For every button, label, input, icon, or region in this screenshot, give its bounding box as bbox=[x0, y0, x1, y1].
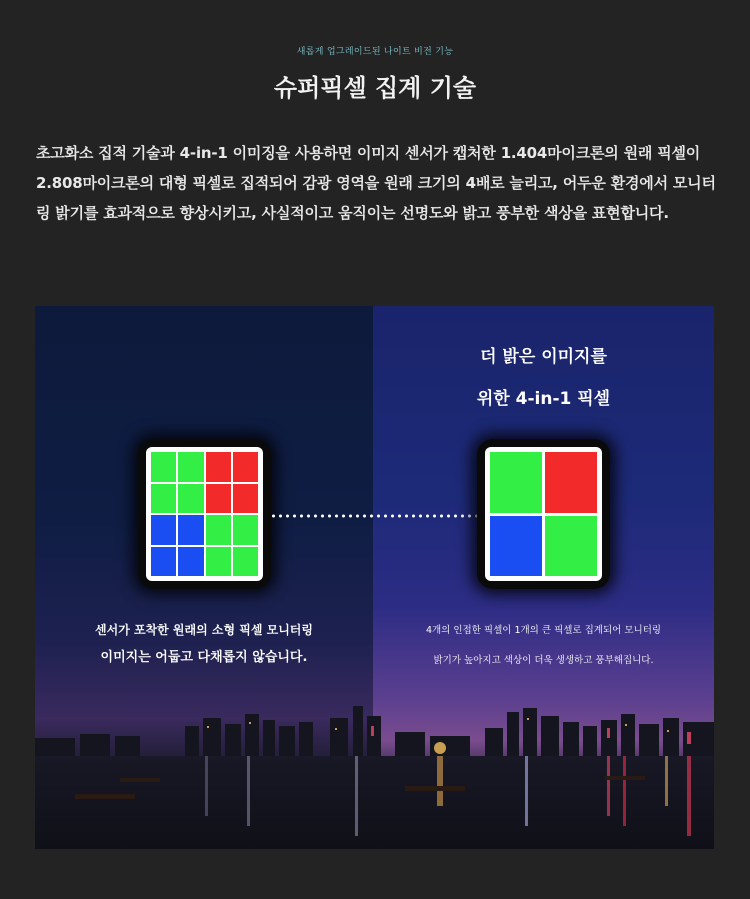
pixel-green bbox=[490, 452, 542, 513]
river-reflection-illustration bbox=[35, 756, 714, 849]
headline-line-2: 위한 4-in-1 픽셀 bbox=[476, 389, 611, 409]
pixel-blue bbox=[178, 547, 203, 577]
page-title: 슈퍼픽셀 집계 기술 bbox=[273, 74, 477, 102]
headline-line-1: 더 밝은 이미지를 bbox=[480, 347, 607, 367]
left-caption-line-2: 이미지는 어둡고 다채롭지 않습니다. bbox=[100, 650, 308, 665]
pixel-red bbox=[206, 484, 231, 514]
right-caption bbox=[373, 616, 714, 676]
pixel-red bbox=[206, 452, 231, 482]
small-pixel-sensor bbox=[146, 447, 263, 581]
comparison-headline bbox=[373, 336, 714, 420]
eyebrow-text: 새롭게 업그레이드된 나이트 비전 기능 bbox=[296, 47, 454, 57]
small-pixel-grid bbox=[151, 452, 258, 576]
left-caption-line-1: 센서가 포착한 원래의 소형 픽셀 모니터링 bbox=[95, 623, 313, 637]
pixel-blue bbox=[490, 516, 542, 577]
pixel-green bbox=[151, 452, 176, 482]
pixel-green bbox=[178, 484, 203, 514]
pixel-green bbox=[206, 515, 231, 545]
left-caption bbox=[35, 616, 373, 672]
night-city-comparison-image bbox=[35, 306, 714, 849]
pixel-blue bbox=[151, 547, 176, 577]
pixel-green bbox=[151, 484, 176, 514]
dotted-connector bbox=[270, 514, 490, 518]
right-caption-line-2: 밝기가 높아지고 색상이 더욱 생생하고 풍부해집니다. bbox=[433, 655, 654, 666]
right-caption-line-1: 4개의 인접한 픽셀이 1개의 큰 픽셀로 집계되어 모니터링 bbox=[425, 625, 662, 636]
pixel-green bbox=[233, 547, 258, 577]
pixel-green bbox=[206, 547, 231, 577]
small-pixel-sensor-frame bbox=[138, 439, 271, 589]
large-pixel-grid bbox=[490, 452, 597, 576]
large-pixel-sensor-frame bbox=[477, 439, 610, 589]
pixel-green bbox=[233, 515, 258, 545]
large-pixel-sensor bbox=[485, 447, 602, 581]
pixel-blue bbox=[178, 515, 203, 545]
pixel-green bbox=[178, 452, 203, 482]
pixel-red bbox=[545, 452, 597, 513]
pixel-green bbox=[545, 516, 597, 577]
description-paragraph: 초고화소 집적 기술과 4-in-1 이미징을 사용하면 이미지 센서가 캡처한 1.404마이크론의 원래 픽셀이 2.808마이크론의 대형 픽셀로 집적되어 감광 영역을 원래 크기의 4배로 늘리고, 어두운 환경에서 모니터링 밝기를 효과적으로 향상시키고, 사실적이고 움직이는 선명도와 밝고 풍부한 색상을 표현합니다. bbox=[36, 144, 716, 222]
city-skyline-illustration bbox=[35, 706, 714, 756]
pixel-red bbox=[233, 452, 258, 482]
pixel-red bbox=[233, 484, 258, 514]
pixel-blue bbox=[151, 515, 176, 545]
